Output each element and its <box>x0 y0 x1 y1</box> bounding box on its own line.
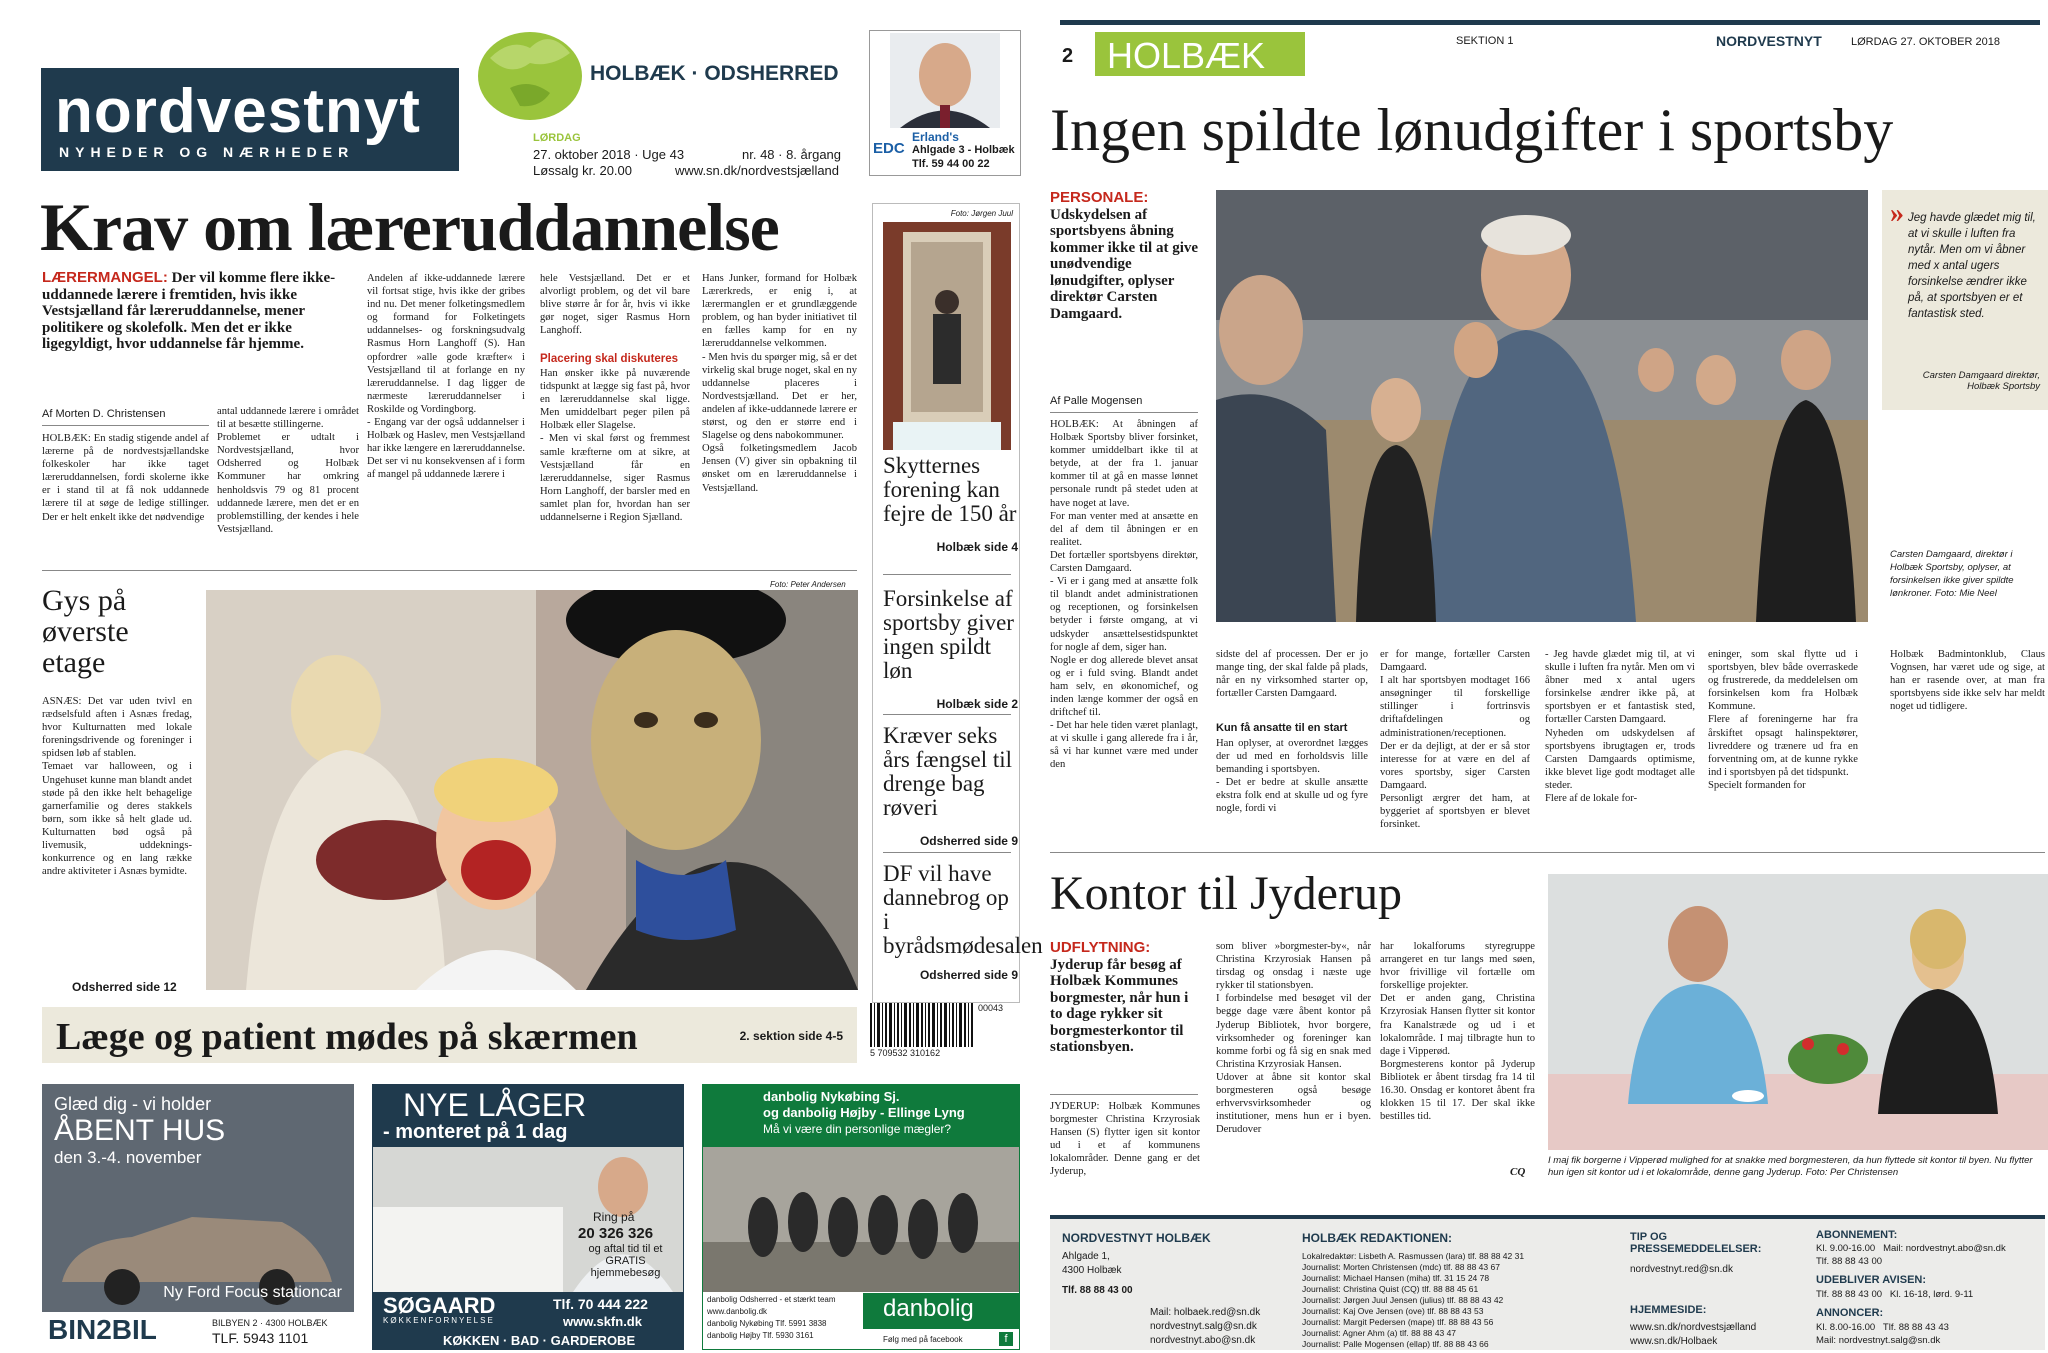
portrait-image <box>890 33 1000 128</box>
header-date: LØRDAG 27. OKTOBER 2018 <box>1851 36 2000 48</box>
second-label: UDFLYTNING: <box>1050 939 1151 956</box>
barcode-icon <box>870 1003 976 1047</box>
section-name: HOLBÆK <box>1107 35 1266 76</box>
main-intro <box>1050 190 1200 322</box>
erland-phone: Tlf. 59 44 00 22 <box>912 158 990 170</box>
main-col-2a: sidste del af processen. Der er jo mange ting, der skal falde på plads, når en ny virksomhed starter op, fortæller Carsten Damgaard. <box>1216 649 1368 700</box>
main-col-3: er for mange, fortæller Carsten Damgaard. I alt har sportsbyen modtaget 166 ansøgninger til forskellige stillinger i fortrinsvis driftafdelingen og administrationen/receptionen. Der er da dejligt, at der er så stor interesse for at være en del af vores sportsby, siger Carsten Damgaard. Personligt ærgrer det ham, at byggeriet af sportsbyen er blevet forsinket. <box>1380 649 1530 831</box>
staff-row: Journalist: Kaj Ove Jensen (ove) tlf. 88 88 43 53 <box>1302 1306 1484 1316</box>
main-col-4: - Jeg havde glædet mig til, at vi skulle i luften fra nytår. Men om vi åbner med x antal ugers forsinkelse ændrer ikke på, at sportsbyen er et fantastisk sted, fortæller Carsten Damgaard. Nyheden om udskydelsen af sportsbyens ibrugtagen er, trods Carsten Damgaards optimisme, ikke blevet lige godt modtaget alle steder. Flere af de lokale for- <box>1545 649 1695 805</box>
dan-web: www.danbolig.dk <box>707 1307 768 1316</box>
lead-col-1: HOLBÆK: En stadig stigende andel af lærerne på de nordvestsjællandske folkeskoler har ikke taget læreruddannelsen, fordi skolerne ikke er i stand til at få nok uddannede lærere til at søge de ledige stillinger. Der er helt enkelt ikke det nødvendige <box>42 433 209 523</box>
ud-title: UDEBLIVER AVISEN: <box>1816 1274 1927 1286</box>
info-tlf: Tlf. 88 88 43 00 <box>1062 1285 1133 1296</box>
sektion-label: SEKTION 1 <box>1456 35 1514 47</box>
sidebar <box>872 203 1043 1003</box>
staff-row: Journalist: Jørgen Juul Jensen (julius) tlf. 88 88 43 42 <box>1302 1295 1504 1305</box>
second-col-2: som bliver »borgmester-by«, når Christina Krzyrosiak Hansen på tirsdag og onsdag i næste uge rykker til stationsbyen. I forbindelse med besøget vil der begge dage være åbent kontor på Jyderup Bibliotek, hvor borgere, virksomheder og foreninger kan komme forbi og få sig en snak med Christina Krzyrosiak Hansen. Udover at åbne sit kontor skal borgmesteren også besøge erhvervsvirksomheder og institutioner, mens hun er i byen. Derudover <box>1216 941 1371 1136</box>
sidebar-story-3-ref: Odsherred side 9 <box>919 834 1018 848</box>
ann-line1: Kl. 8.00-16.00 Tlf. 88 88 43 43 <box>1816 1322 1949 1333</box>
tagline: NYHEDER OG NÆRHEDER <box>59 144 355 160</box>
bil-address: BILBYEN 2 · 4300 HOLBÆK <box>212 1318 328 1328</box>
sog-ring2: 20 326 326 <box>578 1225 654 1242</box>
sidebar-story-4-title: DF vil have dannebrog op i byrådsmødesalen <box>883 861 1043 958</box>
main-col-2b: Han oplyser, at overordnet lægges der ud med en forholdsvis lille bemanding i sportsbyen. - Det er bedre at skulle ansætte ekstra folk end at skulle ud og fyre nogle, fordi vi <box>1216 738 1368 815</box>
halloween-photo <box>206 590 858 990</box>
gys-body: ASNÆS: Det var uden tvivl en rædselsfuld aften i Asnæs fredag, hvor Kulturnatten med lokale foreningsdrivende og foreninger i spidsen løb af stablen. Temaet var halloween, og i Ungehuset kunne man blandt andet støde på den ikke helt behagelige garnerfamilie og deres stakkels børn, som ikke så helt glade ud. Kulturnatten bød også på livemusik, uddeknings-konkurrence og en lang række andre aktiviteter i Asnæs bymidte. <box>42 696 192 878</box>
sog-line1: NYE LÅGER <box>403 1087 587 1123</box>
sidebar-story-1[interactable] <box>883 454 1018 554</box>
dan-team: danbolig Odsherred - et stærkt team <box>707 1295 836 1304</box>
main-byline: Af Palle Mogensen <box>1050 395 1143 407</box>
bil-line2: ÅBENT HUS <box>54 1114 226 1147</box>
quote-attribution: Carsten Damgaard direktør, Holbæk Sportsby <box>1922 370 2040 392</box>
bil-line1: Glæd dig - vi holder <box>54 1094 212 1114</box>
barcode <box>870 1003 1020 1061</box>
ad-danbolig[interactable] <box>702 1084 1020 1350</box>
tip-title: TIP OG PRESSEMEDDELELSER: <box>1630 1231 1762 1255</box>
quote-mark-icon: » <box>1890 198 1904 229</box>
sidebar-photo-credit: Foto: Jørgen Juul <box>950 209 1013 218</box>
lead-col-2: antal uddannede lærere i området til at besætte stillingerne. Problemet er udtalt i Nordvestsjælland, hvor Odsherred og Holbæk Kommuner har omkring henholdsvis 79 og 81 procent uddannede lærere, men det er en problemstilling, der kendes i hele Vestsjælland. <box>217 406 359 535</box>
tip-mail[interactable]: nordvestnyt.red@sn.dk <box>1630 1264 1733 1275</box>
sog-ring3: og aftal tid til et GRATIS hjemmebesøg <box>588 1243 663 1279</box>
masthead-date: 27. oktober 2018 · Uge 43 <box>533 147 685 162</box>
staff-row: Journalist: Michael Hansen (miha) tlf. 31 15 24 78 <box>1302 1273 1490 1283</box>
quote-box <box>1882 190 2048 410</box>
home-link-1[interactable]: www.sn.dk/nordvestsjælland <box>1630 1322 1757 1333</box>
masthead-issue: nr. 48 · 8. årgang <box>742 147 842 162</box>
second-intro-text: Jyderup får besøg af Holbæk Kommunes borgmester, når hun i to dage rykker sit borgmesterkontor til stationsbyen. <box>1050 956 1189 1055</box>
erland-name: Erland's <box>912 130 959 144</box>
dan-line2: og danbolig Højby - Ellinge Lyng <box>763 1105 965 1120</box>
sidebar-story-4-ref: Odsherred side 9 <box>919 968 1018 982</box>
staff-row: Journalist: Christina Quist (CQ) tlf. 88 88 45 61 <box>1302 1284 1479 1294</box>
lead-intro <box>42 270 337 353</box>
facebook-icon[interactable]: f <box>999 1332 1013 1346</box>
sidebar-story-1-title: Skytternes forening kan fejre de 150 år <box>883 453 1017 526</box>
lead-byline: Af Morten D. Christensen <box>42 408 166 420</box>
dan-logo-box <box>863 1293 1019 1329</box>
ann-title: ANNONCER: <box>1816 1307 1884 1319</box>
abo-line2: Tlf. 88 88 43 00 <box>1816 1256 1883 1267</box>
staff-row: Journalist: Agner Ahm (a) tlf. 88 88 43 47 <box>1302 1328 1457 1338</box>
lead-col-4a: hele Vestsjælland. Det er et alvorligt problem, og det vil bare blive større år for år, hvis vi ikke gør noget, siger Rasmus Horn Langhoff. <box>540 273 690 337</box>
gys-photo-credit: Foto: Peter Andersen <box>770 580 846 589</box>
info-title: NORDVESTNYT HOLBÆK <box>1062 1231 1211 1245</box>
masthead-day: LØRDAG <box>533 132 581 144</box>
barcode-number: 5 709532 310162 <box>870 1048 941 1058</box>
sportsby-photo <box>1216 190 1868 622</box>
gys-headline: Gys på øverste etage <box>42 584 129 679</box>
redaktion-title: HOLBÆK REDAKTIONEN: <box>1302 1231 1452 1245</box>
sidebar-story-2-ref: Holbæk side 2 <box>936 697 1018 711</box>
dan-facebook: Følg med på facebook <box>883 1335 963 1344</box>
second-col-3: har lokalforums styregruppe arrangeret en tur langs med søen, hvor frivillige vil fortælle om forskellige projekter. Det er anden gang, Christina Krzyrosiak Hansen flytter sit kontor fra Kanalstræde og ud i et lokalområde. I maj tilbragte hun to dage i Vipperød. Borgmesterens kontor på Jyderup Bibliotek er åbent tirsdag fra 14 til 16.30. Onsdag er kontoret åbent fra klokken 15 til 17. Der skal ikke bestilles tid. <box>1380 941 1535 1123</box>
sog-brand: SØGAARD <box>383 1293 496 1318</box>
staff-list <box>1302 1251 1592 1350</box>
second-intro <box>1050 940 1200 1056</box>
banner-text: Læge og patient mødes på skærmen <box>56 1016 638 1058</box>
erland-ad[interactable] <box>869 30 1021 176</box>
bil-line3: den 3.-4. november <box>54 1148 202 1167</box>
header-brand: NORDVESTNYT <box>1716 33 1822 49</box>
ad-soegaard[interactable] <box>372 1084 684 1350</box>
info-box <box>1050 1215 2045 1350</box>
sog-url: www.skfn.dk <box>563 1314 642 1329</box>
sidebar-story-2-title: Forsinkelse af sportsby giver ingen spildt løn <box>883 586 1014 683</box>
team-photo <box>703 1147 1020 1292</box>
lead-col-4b: Han ønsker ikke på nuværende tidspunkt at lægge sig fast på, hvor en læreruddannelse skal ligge. Men umiddelbart peger pilen på Holbæk eller Slagelse. - Men vi skal først og fremmest samle kræfterne om at sikre, at Vestsjælland får en læreruddannelse, siger Rasmus Horn Langhoff, der barsler med en samlet plan for, hvordan han ser uddannelserne i Region Sjælland. <box>540 368 690 524</box>
edc-logo: EDC <box>873 140 905 157</box>
dan-n2: danbolig Højby Tlf. 5930 3161 <box>707 1331 814 1340</box>
info-mail3[interactable]: nordvestnyt.abo@sn.dk <box>1150 1335 1256 1346</box>
jyderup-caption: I maj fik borgerne i Vipperød mulighed for at snakke med borgmesteren, da hun flyttede sit kontor til byen. Nu flytter hun igen sit kontor ud i et lokalområde, denne gang Jyderup. Foto: Per Christensen <box>1548 1155 2033 1178</box>
main-col-2-subhead: Kun få ansatte til en start <box>1216 722 1348 734</box>
second-col-1: JYDERUP: Holbæk Kommunes borgmester Christina Krzyrosiak Hansen (S) flytter igen sit kontor ud i et af kommunens lokalområder. Denne gang er det Jyderup, <box>1050 1101 1200 1178</box>
sog-line2: - monteret på 1 dag <box>383 1121 568 1143</box>
main-col-1: HOLBÆK: At åbningen af Holbæk Sportsby bliver forsinket, kommer umiddelbart ikke til at betyde, at der fra 1. januar kommer til at gå en masse lønnet personale rundt på stedet uden at have noget at lave. For man venter med at ansætte en del af dem til åbningen er en realitet. Det fortæller sportsbyens direktør, Carsten Damgaard. - Vi er i gang med at ansætte folk til blandt andet administrationen og receptionen, og forsinkelsen betyder i første omgang, at vi udskyder ansættelsestidspunktet for nogle af dem, siger han. Nogle er dog allerede blevet ansat og er i fuld sving. Blandt andet ham selv, en økonomichef, og inden længe kommer der også en driftchef til. - Det har hele tiden været planlagt, at vi skulle i gang allerede fra i år, så vi har kunnet være med under den <box>1050 419 1198 771</box>
main-photo-caption: Carsten Damgaard, direktør i Holbæk Sportsby, oplyser, at forsinkelsen ikke giver spildte lønkroner. Foto: Mie Neel <box>1890 549 2014 599</box>
jyderup-photo <box>1548 874 2048 1150</box>
lead-col-4-subhead: Placering skal diskuteres <box>540 353 679 365</box>
second-headline: Kontor til Jyderup <box>1050 867 1402 920</box>
sidebar-story-1-ref: Holbæk side 4 <box>936 540 1018 554</box>
ud-line1: Tlf. 88 88 43 00 Kl. 16-18, lørd. 9-11 <box>1816 1289 1974 1300</box>
main-col-5: eninger, som skal flytte ud i sportsbyen, blev både overraskede og frustrerede, da meddelelsen om forsinkelsen kom fra Holbæk Kommune. Flere af foreningerne har fra årskiftet opsagt halinspektører, livreddere og trænere ud fra en forventning om, at de kunne rykke ind i sportsbyen på det tidspunkt. Specielt formanden for <box>1708 649 1858 791</box>
dan-line3: Må vi være din personlige mægler? <box>763 1122 952 1136</box>
sidebar-story-4[interactable] <box>883 861 1043 982</box>
shooter-photo <box>883 222 1011 450</box>
lead-col-5: Hans Junker, formand for Holbæk Lærerkreds, er enig i, at lærermanglen er et grundlæggende problem, og han byder initiativet til en fælles kamp for en ny læreruddannelse velkommen. - Men hvis du spørger mig, så er det virkelig skal bruge noget, skal en ny uddannelse placeres i Nordvestsjælland. Det er her, andelen af ikke-uddannede lærere er størst, og den er større end i Slagelse og dens nabokommuner. Også folketingsmedlem Jacob Jensen (V) giver sin opbakning til ønsket om en læreruddannelse i Vestsjælland. <box>702 273 857 494</box>
section-flag <box>1095 32 1305 76</box>
erland-address: Ahlgade 3 - Holbæk <box>912 144 1015 156</box>
sog-bottom: KØKKEN · BAD · GARDEROBE <box>443 1333 636 1348</box>
regions: HOLBÆK · ODSHERRED <box>590 62 839 85</box>
sog-ring1: Ring på <box>593 1210 635 1224</box>
main-intro-text: Udskydelsen af sportsbyens åbning kommer ikke til at give unødvendige lønudgifter, oplyser direktør Carsten Damgaard. <box>1050 206 1199 322</box>
sidebar-story-2[interactable] <box>883 587 1018 711</box>
teaser-banner[interactable] <box>42 1007 857 1063</box>
barcode-issue: 00043 <box>978 1003 1004 1013</box>
sidebar-story-3-title: Kræver seks års fængsel til drenge bag røveri <box>883 723 1013 820</box>
inside-page <box>1040 0 2048 1353</box>
globe-logo-icon <box>470 18 590 128</box>
page-number: 2 <box>1062 45 1074 67</box>
info-mail1[interactable]: Mail: holbaek.red@sn.dk <box>1150 1307 1261 1318</box>
dan-line1: danbolig Nykøbing Sj. <box>763 1089 900 1104</box>
staff-row: Journalist: Margit Pedersen (mape) tlf. 88 88 43 56 <box>1302 1317 1494 1327</box>
staff-row: Journalist: Morten Christensen (mdc) tlf. 88 88 43 67 <box>1302 1262 1500 1272</box>
logo-text: nordvestnyt <box>55 77 421 146</box>
gys-ref: Odsherred side 12 <box>72 980 177 994</box>
bil-phone: TLF. 5943 1101 <box>212 1330 309 1346</box>
second-sign: CQ <box>1510 1166 1526 1178</box>
ad-bin2bil[interactable] <box>42 1084 354 1350</box>
masthead-logo-block <box>41 68 459 171</box>
info-addr2: 4300 Holbæk <box>1062 1265 1122 1276</box>
abo-title: ABONNEMENT: <box>1816 1229 1898 1241</box>
dan-n1: danbolig Nykøbing Tlf. 5991 3838 <box>707 1319 827 1328</box>
lead-col-3: Andelen af ikke-uddannede lærere vil fortsat stige, hvis ikke der gribes ind nu. Det mener folketingsmedlem og formand for Folketingets uddannelses- og forskningsudvalg Rasmus Horn Langhoff (S). Han opfordrer »alle gode kræfter« i Vestsjælland til at forlange en ny læreruddannelse. I dag ligger de nærmeste læreruddannelser i Roskilde og Vordingborg. - Engang var der også uddannelser i Holbæk og Haslev, men Vestsjælland har ikke længere en læreruddannelse. Det ser vi nu konsekvensen af i form af mangel på uddannede lærere i <box>367 273 525 481</box>
staff-row: Lokalredaktør: Lisbeth A. Rasmussen (lara) tlf. 88 88 42 31 <box>1302 1251 1525 1261</box>
bil-car-label: Ny Ford Focus stationcar <box>163 1284 342 1301</box>
info-mail2[interactable]: nordvestnyt.salg@sn.dk <box>1150 1321 1257 1332</box>
ann-line2[interactable]: Mail: nordvestnyt.salg@sn.dk <box>1816 1335 1941 1346</box>
home-title: HJEMMESIDE: <box>1630 1304 1707 1316</box>
main-headline: Ingen spildte lønudgifter i sportsby <box>1050 97 1894 163</box>
sog-sub: KØKKENFORNYELSE <box>383 1316 495 1325</box>
banner-ref: 2. sektion side 4-5 <box>739 1029 843 1043</box>
bil-brand: BIN2BIL <box>48 1314 157 1345</box>
masthead-price: Løssalg kr. 20.00 <box>533 163 632 178</box>
main-col-6: Holbæk Badmintonklub, Claus Vognsen, har været ude og sige, at han er rasende over, at man fra sportsbyens side ikke selv har meldt noget ud tidligere. <box>1890 649 2045 713</box>
lead-headline: Krav om læreruddannelse <box>40 189 779 265</box>
lead-intro-text: Der vil komme flere ikke-uddannede lærere i fremtiden, hvis ikke Vestsjælland får læreruddannelse, mener politikere og skolefolk. Men det er ikke ligegyldigt, hvor uddannelse får hjemme. <box>42 270 336 352</box>
sog-phone: Tlf. 70 444 222 <box>553 1296 648 1312</box>
dan-logo: danbolig <box>883 1295 974 1322</box>
sidebar-story-3[interactable] <box>883 724 1018 848</box>
staff-row: Journalist: Palle Mogensen (ellap) tlf. 88 88 43 66 <box>1302 1339 1489 1349</box>
home-link-2[interactable]: www.sn.dk/Holbaek <box>1630 1336 1718 1347</box>
main-label: PERSONALE: <box>1050 189 1149 206</box>
quote-text: Jeg havde glædet mig til, at vi skulle i luften fra nytår. Men om vi åbner med x antal ugers forsinkelse ændrer ikke på, at sportsbyen er et fantastisk sted. <box>1908 212 2036 320</box>
info-addr1: Ahlgade 1, <box>1062 1251 1110 1262</box>
masthead-url: www.sn.dk/nordvestsjælland <box>675 163 840 178</box>
abo-line1: Kl. 9.00-16.00 Mail: nordvestnyt.abo@sn.dk <box>1816 1243 2006 1254</box>
lead-label: LÆRERMANGEL: <box>42 269 168 286</box>
